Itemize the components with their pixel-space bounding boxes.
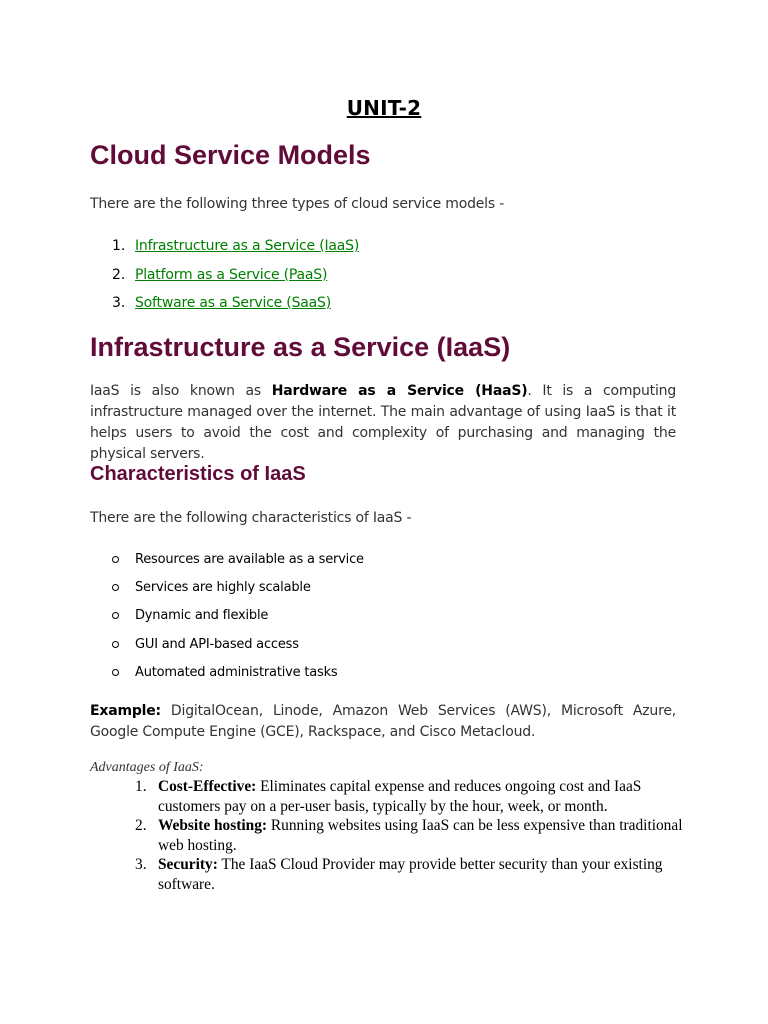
advantage-label: Website hosting: (158, 817, 268, 834)
advantages-title: Advantages of IaaS: (90, 760, 204, 775)
list-item-body (158, 855, 690, 894)
iaas-description (90, 381, 676, 465)
advantage-text: The IaaS Cloud Provider may provide better security than your existing software. (158, 856, 663, 893)
list-item (90, 550, 490, 578)
list-item-text: Dynamic and flexible (135, 608, 269, 624)
example-paragraph (90, 701, 676, 743)
list-item-body (158, 816, 690, 855)
list-item (90, 816, 690, 855)
section-title-cloud-service-models: Cloud Service Models (90, 140, 371, 170)
example-text: DigitalOcean, Linode, Amazon Web Services (AWS), Microsoft Azure, Google Compute Engine (GCE), Rackspace, and Cisco Metacloud. (90, 703, 676, 740)
characteristics-list (90, 550, 490, 691)
circle-bullet-icon (112, 669, 119, 676)
section-title-characteristics: Characteristics of IaaS (90, 463, 306, 485)
list-item (90, 777, 690, 816)
circle-bullet-icon (112, 612, 119, 619)
list-item (90, 578, 490, 606)
list-item (90, 293, 490, 322)
list-number: 2. (135, 817, 147, 834)
list-item (90, 855, 690, 894)
iaas-desc-pre: IaaS is also known as (90, 383, 272, 399)
list-item (90, 663, 490, 691)
list-item (90, 635, 490, 663)
list-number: 3. (112, 295, 126, 311)
unit-heading: UNIT-2 (346, 96, 422, 120)
advantage-text: Running websites using IaaS can be less expensive than traditional web hosting. (158, 817, 683, 854)
advantage-text: Eliminates capital expense and reduces ongoing cost and IaaS customers pay on a per-user basis, typically by the hour, week, or month. (158, 778, 642, 815)
advantages-list (90, 777, 690, 894)
advantage-label: Cost-Effective: (158, 778, 257, 795)
circle-bullet-icon (112, 556, 119, 563)
list-item (90, 236, 490, 265)
list-number: 3. (135, 856, 147, 873)
list-item-body (158, 777, 690, 816)
list-item-text: GUI and API-based access (135, 636, 299, 652)
advantage-label: Security: (158, 856, 218, 873)
example-label: Example: (90, 703, 161, 719)
section-title-iaas: Infrastructure as a Service (IaaS) (90, 332, 511, 362)
list-item-text: Services are highly scalable (135, 580, 311, 596)
link-saas[interactable]: Software as a Service (SaaS) (135, 295, 331, 311)
list-item-text: Automated administrative tasks (135, 664, 338, 680)
list-item (90, 606, 490, 634)
service-models-list (90, 236, 490, 322)
characteristics-intro: There are the following characteristics of IaaS - (90, 510, 412, 526)
list-number: 2. (112, 266, 126, 283)
list-number: 1. (135, 778, 147, 795)
list-item (90, 265, 490, 294)
list-number: 1. (112, 238, 126, 254)
circle-bullet-icon (112, 641, 119, 648)
link-paas[interactable]: Platform as a Service (PaaS) (135, 266, 328, 283)
link-iaas[interactable]: Infrastructure as a Service (IaaS) (135, 238, 360, 254)
list-item-text: Resources are available as a service (135, 552, 364, 567)
iaas-desc-bold: Hardware as a Service (HaaS) (271, 383, 528, 399)
models-intro: There are the following three types of cloud service models - (90, 196, 505, 212)
iaas-desc-post: . It is a computing infrastructure managed over the internet. The main advantage of using IaaS is that it helps users to avoid the cost and complexity of purchasing and managing the physical servers. (90, 383, 677, 462)
circle-bullet-icon (112, 584, 119, 591)
